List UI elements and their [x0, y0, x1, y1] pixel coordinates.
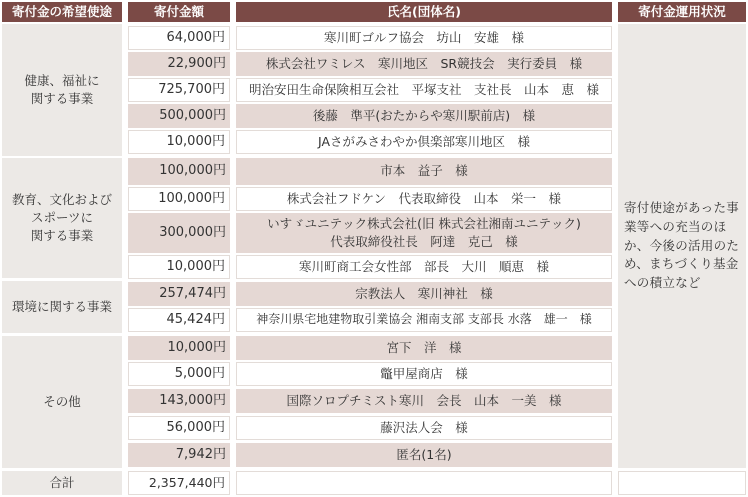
donor-name: 匿名(1名) — [396, 446, 452, 462]
donor-name-cell — [236, 282, 612, 306]
donor-name: JAさがみさわやか倶楽部寒川地区 様 — [317, 133, 531, 149]
header-purpose: 寄付金の希望使途 — [2, 2, 122, 22]
amount-cell: 300,000円 — [128, 213, 230, 253]
donor-name-cell — [236, 416, 612, 440]
total-amount: 2,357,440円 — [128, 471, 230, 495]
amount-cell: 100,000円 — [128, 158, 230, 185]
donor-name: 株式会社フドケン 代表取締役 山本 栄一 様 — [286, 190, 562, 206]
purpose-environment: 環境に関する事業 — [2, 281, 122, 333]
header-name: 氏名(団体名) — [236, 2, 612, 22]
donor-name-cell — [236, 336, 612, 360]
amount-cell: 10,000円 — [128, 336, 230, 360]
donor-name-cell — [236, 78, 612, 102]
donor-name: 明治安田生命保険相互会社 平塚支社 支社長 山本 恵 様 — [248, 81, 599, 97]
donor-name: 鼈甲屋商店 様 — [380, 365, 468, 381]
donor-name: いすゞユニテック株式会社(旧 株式会社湘南ユニテック) 代表取締役社長 阿達 克己 様 — [267, 215, 581, 249]
total-status-blank — [618, 471, 746, 495]
donor-name: 市本 益子 様 — [380, 163, 468, 179]
fund-status-note — [618, 24, 746, 468]
donor-name: 株式会社ワミレス 寒川地区 SR競技会 実行委員 様 — [265, 55, 583, 71]
amount-cell: 64,000円 — [128, 26, 230, 50]
donor-name-cell — [236, 255, 612, 279]
donor-name-cell — [236, 308, 612, 332]
amount-cell: 10,000円 — [128, 130, 230, 154]
donor-name-cell — [236, 158, 612, 185]
donor-name: 宗教法人 寒川神社 様 — [355, 285, 493, 301]
amount-cell: 7,942円 — [128, 443, 230, 467]
header-status: 寄付金運用状況 — [618, 2, 746, 22]
donor-name-cell — [236, 443, 612, 467]
donor-name-cell — [236, 52, 612, 76]
amount-cell: 500,000円 — [128, 104, 230, 128]
donor-name: 国際ソロプチミスト寒川 会長 山本 一美 様 — [286, 392, 562, 408]
donor-name: 宮下 洋 様 — [386, 339, 462, 355]
donor-name-cell — [236, 187, 612, 211]
amount-cell: 257,474円 — [128, 282, 230, 306]
purpose-education-culture-sports: 教育、文化および スポーツに 関する事業 — [2, 158, 122, 278]
amount-cell: 56,000円 — [128, 416, 230, 440]
header-amount: 寄付金額 — [128, 2, 230, 22]
donor-name-cell — [236, 389, 612, 413]
donor-name: 寒川町商工会女性部 部長 大川 順恵 様 — [298, 258, 549, 274]
donor-name-cell — [236, 130, 612, 154]
amount-cell: 100,000円 — [128, 187, 230, 211]
donor-name-cell — [236, 362, 612, 386]
donor-name-cell — [236, 213, 612, 253]
donor-name: 藤沢法人会 様 — [380, 419, 468, 435]
donor-name: 後藤 準平(おたからや寒川駅前店) 様 — [312, 107, 536, 123]
donor-name: 神奈川県宅地建物取引業協会 湘南支部 支部長 水落 雄一 様 — [256, 312, 592, 327]
fund-status-text: 寄付使途があった事業等への充当のほか、今後の活用のため、まちづくり基金への積立など — [624, 200, 740, 291]
donor-name: 寒川町ゴルフ協会 坊山 安雄 様 — [323, 29, 524, 45]
amount-cell: 10,000円 — [128, 255, 230, 279]
total-label: 合計 — [2, 471, 122, 495]
donor-name-cell — [236, 104, 612, 128]
purpose-other: その他 — [2, 336, 122, 468]
total-name-blank — [236, 471, 612, 495]
amount-cell: 45,424円 — [128, 308, 230, 332]
amount-cell: 143,000円 — [128, 389, 230, 413]
amount-cell: 5,000円 — [128, 362, 230, 386]
purpose-health-welfare: 健康、福祉に 関する事業 — [2, 24, 122, 156]
amount-cell: 22,900円 — [128, 52, 230, 76]
amount-cell: 725,700円 — [128, 78, 230, 102]
donor-name-cell — [236, 26, 612, 50]
